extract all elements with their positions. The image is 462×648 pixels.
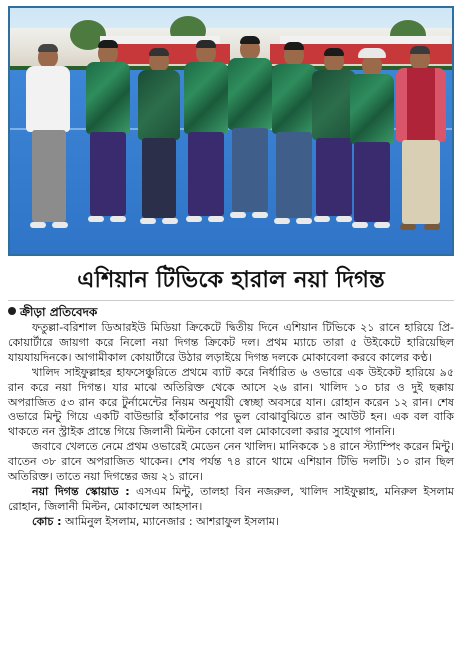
coach-line [8, 515, 454, 530]
squad-list: এসএম মিন্টু, তালহা বিন নজরুল, খালিদ সাইফুল্লাহ, মনিরুল ইসলাম রোহান, জিলানী মিল্টন, মোকাম্মেল আহসান। [8, 484, 455, 513]
byline [8, 305, 448, 320]
article-body [8, 321, 454, 530]
article-paragraph: খালিদ সাইফুল্লাহর হাফসেঞ্চুরিতে প্রথমে ব্যাট করে নির্ধারিত ৬ ওভারে এক উইকেট হারিয়ে ৯৫ রান করে নয়া দিগন্ত। যার মাঝে অতিরিক্ত থেকে আসে ২৬ রান। খালিদ ১০ চার ও দুই ছক্কায় অপরাজিত ৫৩ রান করে টুর্নামেন্টের নিয়ম অনুযায়ী স্বেচ্ছা অবসরে যান। রোহান করেন ১২ রান। শেষ ওভারে মিন্টু গিয়ে একটি বাউন্ডারি হাঁকানোর পর ভুল বোঝাবুঝিতে রান আউট হন। এক বল বাকি থাকতে নন স্ট্রাইক প্রান্তে গিয়ে জিলানী মিল্টন কোনো বল মোকাবেলা করার সুযোগ পাননি। [8, 365, 454, 439]
bullet-icon [8, 307, 16, 315]
coach-text: আমিনুল ইসলাম, ম্যানেজার : আশরাফুল ইসলাম। [65, 514, 279, 528]
headline: এশিয়ান টিভিকে হারাল নয়া দিগন্ত [8, 260, 454, 301]
squad-line [8, 485, 454, 515]
squad-label: নয়া দিগন্ত স্কোয়াড : [32, 484, 130, 498]
team-photo [8, 6, 454, 256]
article-paragraph: জবাবে খেলতে নেমে প্রথম ওভারেই মেডেন নেন খালিদ। মানিককে ১৪ রানে স্ট্যাম্পিং করেন মিন্টু। বাতেন ৩৮ রানে অপরাজিত থাকেন। শেষ পর্যন্ত ৭৪ রানে থামে এশিয়ান টিভি দলটি। ১০ রান ছিল অতিরিক্ত। তাতে নয়া দিগন্তের জয় ২১ রানে। [8, 440, 454, 484]
article-paragraph: ফতুল্লা-বরিশাল ডিআরইউ মিডিয়া ক্রিকেটে দ্বিতীয় দিনে এশিয়ান টিভিকে ২১ রানে হারিয়ে প্রি-কোয়ার্টারে জায়গা করে নিলো নয়া দিগন্ত ক্রিকেট দল। প্রথম ম্যাচে তারা ৫ উইকেটে হারিয়েছিল যায়যায়দিনকে। আগামীকাল কোয়ার্টারে উঠার লড়াইয়ে দিগন্ত দলকে মোকাবেলা করবে কালের কণ্ঠ। [8, 321, 454, 364]
byline-text: ক্রীড়া প্রতিবেদক [20, 305, 98, 319]
coach-label: কোচ : [32, 514, 62, 528]
